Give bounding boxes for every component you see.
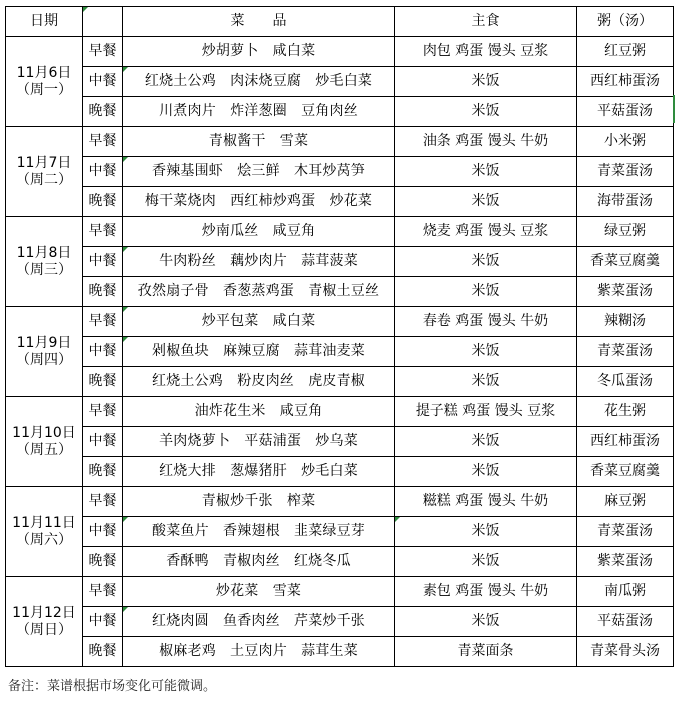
- meal-name: 晚餐: [83, 187, 123, 217]
- meal-dishes: 炒胡萝卜 咸白菜: [123, 37, 395, 67]
- meal-dishes: 牛肉粉丝 藕炒肉片 蒜茸菠菜: [123, 247, 395, 277]
- day-date: 11月11日: [12, 515, 76, 532]
- meal-dishes: 香辣基围虾 烩三鲜 木耳炒莴笋: [123, 157, 395, 187]
- menu-row-dinner: [6, 457, 674, 487]
- meal-name: 早餐: [83, 217, 123, 247]
- meal-name: 早餐: [83, 127, 123, 157]
- meal-name: 早餐: [83, 487, 123, 517]
- meal-staple: 米饭: [395, 247, 577, 277]
- meal-dishes: 梅干菜烧肉 西红柿炒鸡蛋 炒花菜: [123, 187, 395, 217]
- meal-dishes: 孜然扇子骨 香葱蒸鸡蛋 青椒土豆丝: [123, 277, 395, 307]
- meal-soup: 南瓜粥: [577, 577, 674, 607]
- meal-name: 中餐: [83, 607, 123, 637]
- meal-dishes: 红烧土公鸡 肉沫烧豆腐 炒毛白菜: [123, 67, 395, 97]
- menu-row-breakfast: [6, 307, 674, 337]
- meal-soup: 绿豆粥: [577, 217, 674, 247]
- meal-soup: 紫菜蛋汤: [577, 277, 674, 307]
- day-date: 11月12日: [12, 605, 76, 622]
- day-date: 11月6日: [16, 65, 72, 82]
- day-date-cell: [6, 487, 83, 577]
- meal-name: 中餐: [83, 337, 123, 367]
- meal-soup: 西红柿蛋汤: [577, 67, 674, 97]
- meal-soup: 青菜蛋汤: [577, 337, 674, 367]
- day-date-cell: [6, 307, 83, 397]
- menu-body: [6, 37, 674, 667]
- header-date: 日期: [6, 7, 83, 37]
- meal-staple: 素包 鸡蛋 馒头 牛奶: [395, 577, 577, 607]
- menu-row-breakfast: [6, 37, 674, 67]
- day-weekday: （周五）: [16, 441, 72, 458]
- meal-staple: 青菜面条: [395, 637, 577, 667]
- meal-soup: 香菜豆腐羹: [577, 457, 674, 487]
- meal-name: 早餐: [83, 397, 123, 427]
- meal-staple: 米饭: [395, 67, 577, 97]
- meal-dishes: 羊肉烧萝卜 平菇浦蛋 炒乌菜: [123, 427, 395, 457]
- meal-name: 晚餐: [83, 547, 123, 577]
- meal-staple: 米饭: [395, 97, 577, 127]
- day-date: 11月7日: [16, 155, 72, 172]
- meal-staple: 米饭: [395, 547, 577, 577]
- menu-row-dinner: [6, 637, 674, 667]
- header-blank: [83, 7, 123, 37]
- meal-soup: 花生粥: [577, 397, 674, 427]
- meal-dishes: 椒麻老鸡 土豆肉片 蒜茸生菜: [123, 637, 395, 667]
- day-weekday: （周一）: [16, 81, 72, 98]
- header-dishes: 菜 品: [123, 7, 395, 37]
- meal-name: 晚餐: [83, 637, 123, 667]
- menu-row-dinner: [6, 547, 674, 577]
- meal-staple: 米饭: [395, 427, 577, 457]
- meal-staple: 米饭: [395, 367, 577, 397]
- meal-name: 晚餐: [83, 457, 123, 487]
- meal-soup: 青菜蛋汤: [577, 157, 674, 187]
- menu-row-lunch: [6, 337, 674, 367]
- meal-dishes: 炒花菜 雪菜: [123, 577, 395, 607]
- meal-name: 中餐: [83, 247, 123, 277]
- menu-row-lunch: [6, 427, 674, 457]
- meal-dishes: 红烧土公鸡 粉皮肉丝 虎皮青椒: [123, 367, 395, 397]
- meal-staple: 米饭: [395, 277, 577, 307]
- meal-dishes: 炒平包菜 咸白菜: [123, 307, 395, 337]
- header-row: [6, 7, 674, 37]
- meal-soup: 西红柿蛋汤: [577, 427, 674, 457]
- meal-staple: 米饭: [395, 457, 577, 487]
- meal-dishes: 香酥鸭 青椒肉丝 红烧冬瓜: [123, 547, 395, 577]
- meal-dishes: 酸菜鱼片 香辣翅根 韭菜绿豆芽: [123, 517, 395, 547]
- day-date-cell: [6, 127, 83, 217]
- meal-staple: 烧麦 鸡蛋 馒头 豆浆: [395, 217, 577, 247]
- cell-marker: [673, 95, 675, 123]
- menu-row-lunch: [6, 607, 674, 637]
- menu-row-dinner: [6, 97, 674, 127]
- meal-staple: 米饭: [395, 517, 577, 547]
- meal-soup: 香菜豆腐羹: [577, 247, 674, 277]
- meal-dishes: 油炸花生米 咸豆角: [123, 397, 395, 427]
- menu-row-lunch: [6, 247, 674, 277]
- meal-staple: 米饭: [395, 157, 577, 187]
- meal-staple: 油条 鸡蛋 馒头 牛奶: [395, 127, 577, 157]
- meal-soup: 小米粥: [577, 127, 674, 157]
- meal-soup: 红豆粥: [577, 37, 674, 67]
- meal-soup: 青菜蛋汤: [577, 517, 674, 547]
- header-staple: 主食: [395, 7, 577, 37]
- menu-row-breakfast: [6, 397, 674, 427]
- meal-staple: 肉包 鸡蛋 馒头 豆浆: [395, 37, 577, 67]
- menu-table: [5, 6, 674, 667]
- menu-row-breakfast: [6, 577, 674, 607]
- meal-staple: 春卷 鸡蛋 馒头 牛奶: [395, 307, 577, 337]
- meal-dishes: 红烧大排 葱爆猪肝 炒毛白菜: [123, 457, 395, 487]
- meal-name: 中餐: [83, 67, 123, 97]
- meal-soup: 平菇蛋汤: [577, 607, 674, 637]
- menu-row-dinner: [6, 277, 674, 307]
- meal-name: 早餐: [83, 37, 123, 67]
- meal-name: 晚餐: [83, 277, 123, 307]
- meal-soup: 青菜骨头汤: [577, 637, 674, 667]
- meal-soup: 平菇蛋汤: [577, 97, 674, 127]
- day-weekday: （周二）: [16, 171, 72, 188]
- meal-name: 早餐: [83, 307, 123, 337]
- meal-dishes: 青椒酱干 雪菜: [123, 127, 395, 157]
- header-soup: 粥（汤）: [577, 7, 674, 37]
- menu-row-lunch: [6, 517, 674, 547]
- meal-staple: 米饭: [395, 187, 577, 217]
- day-date: 11月10日: [12, 425, 76, 442]
- day-date: 11月8日: [16, 245, 72, 262]
- meal-name: 中餐: [83, 427, 123, 457]
- meal-soup: 辣糊汤: [577, 307, 674, 337]
- day-date-cell: [6, 397, 83, 487]
- footnote: 备注：菜谱根据市场变化可能微调。: [8, 679, 217, 694]
- meal-name: 晚餐: [83, 97, 123, 127]
- meal-name: 中餐: [83, 157, 123, 187]
- day-date-cell: [6, 577, 83, 667]
- meal-soup: 紫菜蛋汤: [577, 547, 674, 577]
- day-date-cell: [6, 37, 83, 127]
- day-date: 11月9日: [16, 335, 72, 352]
- day-weekday: （周日）: [16, 621, 72, 638]
- meal-soup: 冬瓜蛋汤: [577, 367, 674, 397]
- day-weekday: （周四）: [16, 351, 72, 368]
- meal-dishes: 川煮肉片 炸洋葱圈 豆角肉丝: [123, 97, 395, 127]
- meal-staple: 米饭: [395, 337, 577, 367]
- meal-staple: 米饭: [395, 607, 577, 637]
- meal-name: 中餐: [83, 517, 123, 547]
- menu-row-breakfast: [6, 217, 674, 247]
- meal-soup: 麻豆粥: [577, 487, 674, 517]
- meal-name: 晚餐: [83, 367, 123, 397]
- menu-row-dinner: [6, 187, 674, 217]
- menu-row-breakfast: [6, 487, 674, 517]
- menu-row-dinner: [6, 367, 674, 397]
- meal-name: 早餐: [83, 577, 123, 607]
- day-date-cell: [6, 217, 83, 307]
- meal-dishes: 青椒炒千张 榨菜: [123, 487, 395, 517]
- meal-dishes: 剁椒鱼块 麻辣豆腐 蒜茸油麦菜: [123, 337, 395, 367]
- day-weekday: （周三）: [16, 261, 72, 278]
- meal-staple: 提子糕 鸡蛋 馒头 豆浆: [395, 397, 577, 427]
- menu-row-lunch: [6, 157, 674, 187]
- meal-staple: 糍糕 鸡蛋 馒头 牛奶: [395, 487, 577, 517]
- menu-row-breakfast: [6, 127, 674, 157]
- meal-dishes: 红烧肉圆 鱼香肉丝 芹菜炒千张: [123, 607, 395, 637]
- day-weekday: （周六）: [16, 531, 72, 548]
- meal-dishes: 炒南瓜丝 咸豆角: [123, 217, 395, 247]
- menu-row-lunch: [6, 67, 674, 97]
- meal-soup: 海带蛋汤: [577, 187, 674, 217]
